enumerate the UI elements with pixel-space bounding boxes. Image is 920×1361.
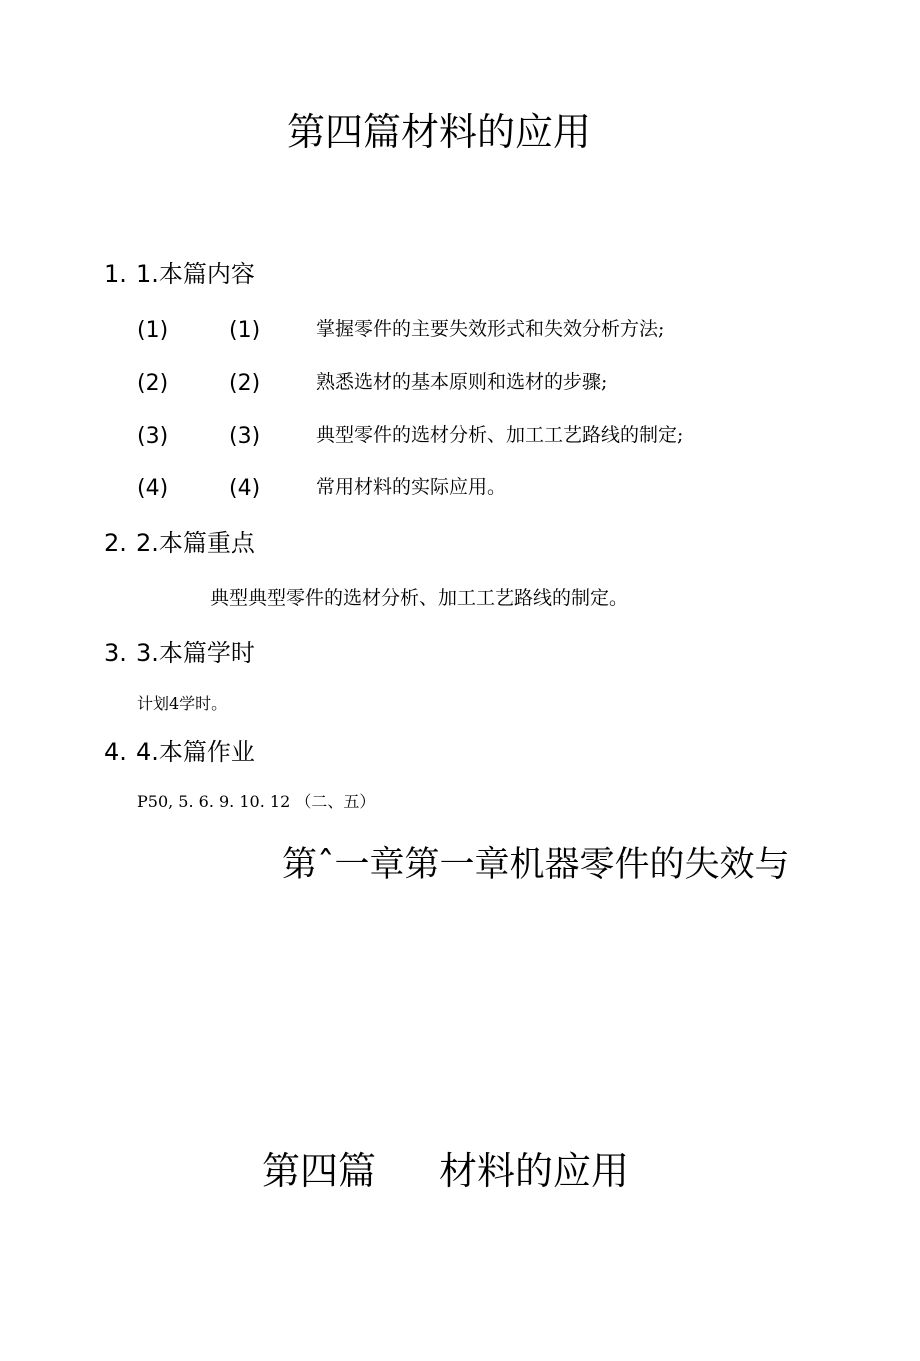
section-2-heading: 2.本篇重点 bbox=[136, 529, 255, 557]
section-3-number: 3. bbox=[104, 639, 127, 667]
footer-title-part-1: 第四篇 bbox=[262, 1149, 377, 1193]
item-1-number-b: (1) bbox=[229, 318, 261, 343]
item-1-number-a: (1) bbox=[137, 318, 169, 343]
section-2-text: 典型典型零件的选材分析、加工工艺路线的制定。 bbox=[210, 587, 629, 609]
chapter-title: 第ˆ一章第一章机器零件的失效与 bbox=[282, 845, 790, 885]
item-2-number-a: (2) bbox=[137, 371, 169, 396]
section-1-heading: 1.本篇内容 bbox=[136, 260, 255, 288]
item-4-number-b: (4) bbox=[229, 476, 261, 501]
section-1-number: 1. bbox=[104, 260, 127, 288]
section-3-heading: 3.本篇学时 bbox=[136, 639, 255, 667]
item-2-number-b: (2) bbox=[229, 371, 261, 396]
section-4-text: P50, 5. 6. 9. 10. 12 （二、五） bbox=[137, 792, 376, 811]
item-1-text: 掌握零件的主要失效形式和失效分析方法; bbox=[316, 318, 665, 340]
page-title: 第四篇材料的应用 bbox=[287, 110, 592, 154]
section-2-number: 2. bbox=[104, 529, 127, 557]
item-3-text: 典型零件的选材分析、加工工艺路线的制定; bbox=[316, 424, 684, 446]
section-3-text: 计划4学时。 bbox=[137, 694, 228, 713]
item-2-text: 熟悉选材的基本原则和选材的步骤; bbox=[316, 371, 608, 393]
item-4-number-a: (4) bbox=[137, 476, 169, 501]
item-3-number-b: (3) bbox=[229, 424, 261, 449]
item-3-number-a: (3) bbox=[137, 424, 169, 449]
footer-title-part-2: 材料的应用 bbox=[439, 1149, 630, 1193]
section-4-number: 4. bbox=[104, 738, 127, 766]
item-4-text: 常用材料的实际应用。 bbox=[316, 476, 507, 498]
section-4-heading: 4.本篇作业 bbox=[136, 738, 255, 766]
